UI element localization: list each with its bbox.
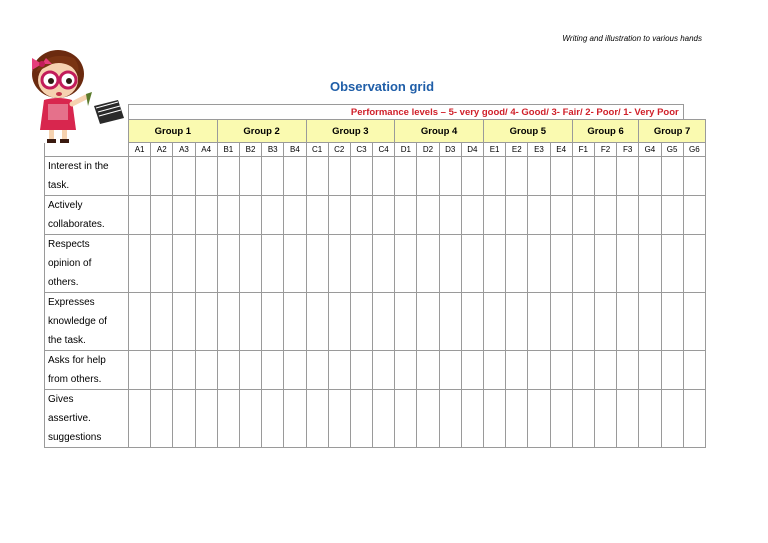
score-cell[interactable] xyxy=(350,293,372,351)
member-header-d3: D3 xyxy=(439,143,461,157)
score-cell[interactable] xyxy=(306,390,328,448)
score-cell[interactable] xyxy=(195,390,217,448)
criteria-header-cell xyxy=(45,143,129,157)
score-cell[interactable] xyxy=(617,293,639,351)
score-cell[interactable] xyxy=(639,235,661,293)
criteria-label-line: collaborates. xyxy=(48,219,105,230)
member-header-a1: A1 xyxy=(129,143,151,157)
criteria-row xyxy=(45,157,706,196)
score-cell[interactable] xyxy=(151,351,173,390)
score-cell[interactable] xyxy=(461,293,483,351)
criteria-row xyxy=(45,196,706,235)
score-cell[interactable] xyxy=(683,351,705,390)
score-cell[interactable] xyxy=(262,235,284,293)
score-cell[interactable] xyxy=(395,235,417,293)
score-cell[interactable] xyxy=(373,390,395,448)
score-cell[interactable] xyxy=(661,351,683,390)
score-cell[interactable] xyxy=(239,293,261,351)
score-cell[interactable] xyxy=(239,390,261,448)
criteria-label-line: from others. xyxy=(48,374,102,385)
score-cell[interactable] xyxy=(262,196,284,235)
page-title: Observation grid xyxy=(330,79,435,94)
score-cell[interactable] xyxy=(661,157,683,196)
score-cell[interactable] xyxy=(550,293,572,351)
score-cell[interactable] xyxy=(350,390,372,448)
score-cell[interactable] xyxy=(173,157,195,196)
performance-levels-legend: Performance levels – 5- very good/ 4- Good/ 3- Fair/ 2- Poor/ 1- Very Poor xyxy=(129,105,684,120)
group-header-6: Group 6 xyxy=(572,120,639,143)
criteria-label-line: the task. xyxy=(48,335,86,346)
score-cell[interactable] xyxy=(217,351,239,390)
score-cell[interactable] xyxy=(350,235,372,293)
criteria-row xyxy=(45,390,706,448)
score-cell[interactable] xyxy=(484,293,506,351)
score-cell[interactable] xyxy=(195,235,217,293)
score-cell[interactable] xyxy=(395,293,417,351)
score-cell[interactable] xyxy=(306,351,328,390)
score-cell[interactable] xyxy=(217,390,239,448)
score-cell[interactable] xyxy=(306,157,328,196)
score-cell[interactable] xyxy=(129,235,151,293)
score-cell[interactable] xyxy=(129,157,151,196)
score-cell[interactable] xyxy=(328,390,350,448)
score-cell[interactable] xyxy=(328,235,350,293)
score-cell[interactable] xyxy=(594,196,616,235)
score-cell[interactable] xyxy=(484,157,506,196)
score-cell[interactable] xyxy=(572,390,594,448)
score-cell[interactable] xyxy=(195,293,217,351)
score-cell[interactable] xyxy=(572,293,594,351)
score-cell[interactable] xyxy=(550,351,572,390)
blank-corner-cell xyxy=(45,105,129,120)
criteria-label-line: Gives xyxy=(48,394,74,405)
score-cell[interactable] xyxy=(683,196,705,235)
score-cell[interactable] xyxy=(572,157,594,196)
score-cell[interactable] xyxy=(129,293,151,351)
score-cell[interactable] xyxy=(661,293,683,351)
member-header-e1: E1 xyxy=(484,143,506,157)
score-cell[interactable] xyxy=(461,390,483,448)
criteria-label-line: knowledge of xyxy=(48,316,107,327)
criteria-label-line: others. xyxy=(48,277,79,288)
score-cell[interactable] xyxy=(528,293,550,351)
score-cell[interactable] xyxy=(661,390,683,448)
score-cell[interactable] xyxy=(572,351,594,390)
criteria-label xyxy=(45,235,129,293)
score-cell[interactable] xyxy=(217,157,239,196)
score-cell[interactable] xyxy=(417,293,439,351)
score-cell[interactable] xyxy=(173,390,195,448)
score-cell[interactable] xyxy=(461,157,483,196)
score-cell[interactable] xyxy=(617,196,639,235)
score-cell[interactable] xyxy=(683,390,705,448)
member-header-b4: B4 xyxy=(284,143,306,157)
score-cell[interactable] xyxy=(528,235,550,293)
score-cell[interactable] xyxy=(661,235,683,293)
criteria-row xyxy=(45,351,706,390)
score-cell[interactable] xyxy=(528,390,550,448)
score-cell[interactable] xyxy=(594,157,616,196)
score-cell[interactable] xyxy=(328,293,350,351)
score-cell[interactable] xyxy=(661,196,683,235)
criteria-label-line: assertive. xyxy=(48,413,91,424)
score-cell[interactable] xyxy=(239,196,261,235)
score-cell[interactable] xyxy=(639,390,661,448)
score-cell[interactable] xyxy=(284,235,306,293)
score-cell[interactable] xyxy=(306,196,328,235)
score-cell[interactable] xyxy=(195,157,217,196)
score-cell[interactable] xyxy=(151,390,173,448)
score-cell[interactable] xyxy=(284,390,306,448)
group-header-3: Group 3 xyxy=(306,120,395,143)
score-cell[interactable] xyxy=(239,351,261,390)
member-header-c1: C1 xyxy=(306,143,328,157)
criteria-label-line: Expresses xyxy=(48,297,95,308)
score-cell[interactable] xyxy=(417,196,439,235)
score-cell[interactable] xyxy=(306,235,328,293)
criteria-row xyxy=(45,235,706,293)
criteria-label-line: task. xyxy=(48,180,70,191)
score-cell[interactable] xyxy=(151,196,173,235)
member-header-a3: A3 xyxy=(173,143,195,157)
score-cell[interactable] xyxy=(683,235,705,293)
score-cell[interactable] xyxy=(151,235,173,293)
score-cell[interactable] xyxy=(284,196,306,235)
score-cell[interactable] xyxy=(173,196,195,235)
member-header-f2: F2 xyxy=(594,143,616,157)
score-cell[interactable] xyxy=(639,196,661,235)
score-cell[interactable] xyxy=(284,293,306,351)
performance-levels-row xyxy=(45,105,706,120)
score-cell[interactable] xyxy=(617,351,639,390)
score-cell[interactable] xyxy=(439,235,461,293)
score-cell[interactable] xyxy=(639,293,661,351)
score-cell[interactable] xyxy=(617,390,639,448)
member-header-d1: D1 xyxy=(395,143,417,157)
observation-grid-table xyxy=(44,104,706,448)
score-cell[interactable] xyxy=(217,196,239,235)
score-cell[interactable] xyxy=(439,293,461,351)
criteria-label-line: Respects xyxy=(48,239,90,250)
score-cell[interactable] xyxy=(195,196,217,235)
score-cell[interactable] xyxy=(151,293,173,351)
score-cell[interactable] xyxy=(484,390,506,448)
score-cell[interactable] xyxy=(594,293,616,351)
score-cell[interactable] xyxy=(506,351,528,390)
score-cell[interactable] xyxy=(262,351,284,390)
score-cell[interactable] xyxy=(306,293,328,351)
criteria-label xyxy=(45,390,129,448)
score-cell[interactable] xyxy=(195,351,217,390)
score-cell[interactable] xyxy=(439,196,461,235)
score-cell[interactable] xyxy=(350,157,372,196)
score-cell[interactable] xyxy=(395,157,417,196)
score-cell[interactable] xyxy=(373,196,395,235)
score-cell[interactable] xyxy=(617,157,639,196)
member-header-c2: C2 xyxy=(328,143,350,157)
header-note: Writing and illustration to various hands xyxy=(562,34,702,43)
score-cell[interactable] xyxy=(328,157,350,196)
member-header-c4: C4 xyxy=(373,143,395,157)
score-cell[interactable] xyxy=(572,235,594,293)
score-cell[interactable] xyxy=(683,157,705,196)
score-cell[interactable] xyxy=(528,196,550,235)
member-header-b1: B1 xyxy=(217,143,239,157)
score-cell[interactable] xyxy=(395,196,417,235)
group-header-row xyxy=(45,120,706,143)
score-cell[interactable] xyxy=(395,351,417,390)
group-header-4: Group 4 xyxy=(395,120,484,143)
score-cell[interactable] xyxy=(417,235,439,293)
score-cell[interactable] xyxy=(506,293,528,351)
score-cell[interactable] xyxy=(262,293,284,351)
member-header-a4: A4 xyxy=(195,143,217,157)
member-header-b3: B3 xyxy=(262,143,284,157)
blank-corner-cell xyxy=(45,120,129,143)
score-cell[interactable] xyxy=(350,351,372,390)
member-header-g4: G4 xyxy=(639,143,661,157)
score-cell[interactable] xyxy=(129,390,151,448)
score-cell[interactable] xyxy=(373,293,395,351)
score-cell[interactable] xyxy=(439,351,461,390)
score-cell[interactable] xyxy=(373,351,395,390)
score-cell[interactable] xyxy=(594,235,616,293)
member-header-g5: G5 xyxy=(661,143,683,157)
score-cell[interactable] xyxy=(484,196,506,235)
score-cell[interactable] xyxy=(572,196,594,235)
score-cell[interactable] xyxy=(129,196,151,235)
member-header-d4: D4 xyxy=(461,143,483,157)
criteria-row xyxy=(45,293,706,351)
member-header-e4: E4 xyxy=(550,143,572,157)
score-cell[interactable] xyxy=(461,351,483,390)
score-cell[interactable] xyxy=(484,351,506,390)
score-cell[interactable] xyxy=(639,157,661,196)
group-header-5: Group 5 xyxy=(484,120,573,143)
score-cell[interactable] xyxy=(395,390,417,448)
member-header-a2: A2 xyxy=(151,143,173,157)
score-cell[interactable] xyxy=(439,390,461,448)
group-header-7: Group 7 xyxy=(639,120,706,143)
member-header-d2: D2 xyxy=(417,143,439,157)
score-cell[interactable] xyxy=(373,157,395,196)
criteria-label-line: Actively xyxy=(48,200,83,211)
score-cell[interactable] xyxy=(173,235,195,293)
score-cell[interactable] xyxy=(239,235,261,293)
score-cell[interactable] xyxy=(550,196,572,235)
member-header-b2: B2 xyxy=(239,143,261,157)
score-cell[interactable] xyxy=(506,235,528,293)
score-cell[interactable] xyxy=(173,351,195,390)
criteria-label xyxy=(45,196,129,235)
score-cell[interactable] xyxy=(484,235,506,293)
score-cell[interactable] xyxy=(417,157,439,196)
score-cell[interactable] xyxy=(550,390,572,448)
score-cell[interactable] xyxy=(550,235,572,293)
member-header-row xyxy=(45,143,706,157)
member-header-e3: E3 xyxy=(528,143,550,157)
score-cell[interactable] xyxy=(528,351,550,390)
group-header-1: Group 1 xyxy=(129,120,218,143)
score-cell[interactable] xyxy=(461,235,483,293)
score-cell[interactable] xyxy=(417,351,439,390)
score-cell[interactable] xyxy=(239,157,261,196)
score-cell[interactable] xyxy=(151,157,173,196)
criteria-label xyxy=(45,157,129,196)
score-cell[interactable] xyxy=(373,235,395,293)
score-cell[interactable] xyxy=(284,351,306,390)
score-cell[interactable] xyxy=(506,196,528,235)
score-cell[interactable] xyxy=(328,351,350,390)
score-cell[interactable] xyxy=(439,157,461,196)
member-header-c3: C3 xyxy=(350,143,372,157)
score-cell[interactable] xyxy=(617,235,639,293)
score-cell[interactable] xyxy=(217,293,239,351)
criteria-label xyxy=(45,293,129,351)
member-header-f3: F3 xyxy=(617,143,639,157)
score-cell[interactable] xyxy=(217,235,239,293)
score-cell[interactable] xyxy=(506,157,528,196)
score-cell[interactable] xyxy=(550,157,572,196)
score-cell[interactable] xyxy=(328,196,350,235)
score-cell[interactable] xyxy=(506,390,528,448)
score-cell[interactable] xyxy=(262,390,284,448)
criteria-label-line: Asks for help xyxy=(48,355,106,366)
member-header-f1: F1 xyxy=(572,143,594,157)
score-cell[interactable] xyxy=(173,293,195,351)
score-cell[interactable] xyxy=(129,351,151,390)
score-cell[interactable] xyxy=(350,196,372,235)
group-header-2: Group 2 xyxy=(217,120,306,143)
score-cell[interactable] xyxy=(417,390,439,448)
score-cell[interactable] xyxy=(594,351,616,390)
member-header-g6: G6 xyxy=(683,143,705,157)
criteria-label xyxy=(45,351,129,390)
score-cell[interactable] xyxy=(528,157,550,196)
score-cell[interactable] xyxy=(594,390,616,448)
score-cell[interactable] xyxy=(262,157,284,196)
score-cell[interactable] xyxy=(284,157,306,196)
score-cell[interactable] xyxy=(461,196,483,235)
score-cell[interactable] xyxy=(683,293,705,351)
criteria-label-line: Interest in the xyxy=(48,161,109,172)
score-cell[interactable] xyxy=(639,351,661,390)
criteria-label-line: opinion of xyxy=(48,258,92,269)
member-header-e2: E2 xyxy=(506,143,528,157)
criteria-label-line: suggestions xyxy=(48,432,102,443)
